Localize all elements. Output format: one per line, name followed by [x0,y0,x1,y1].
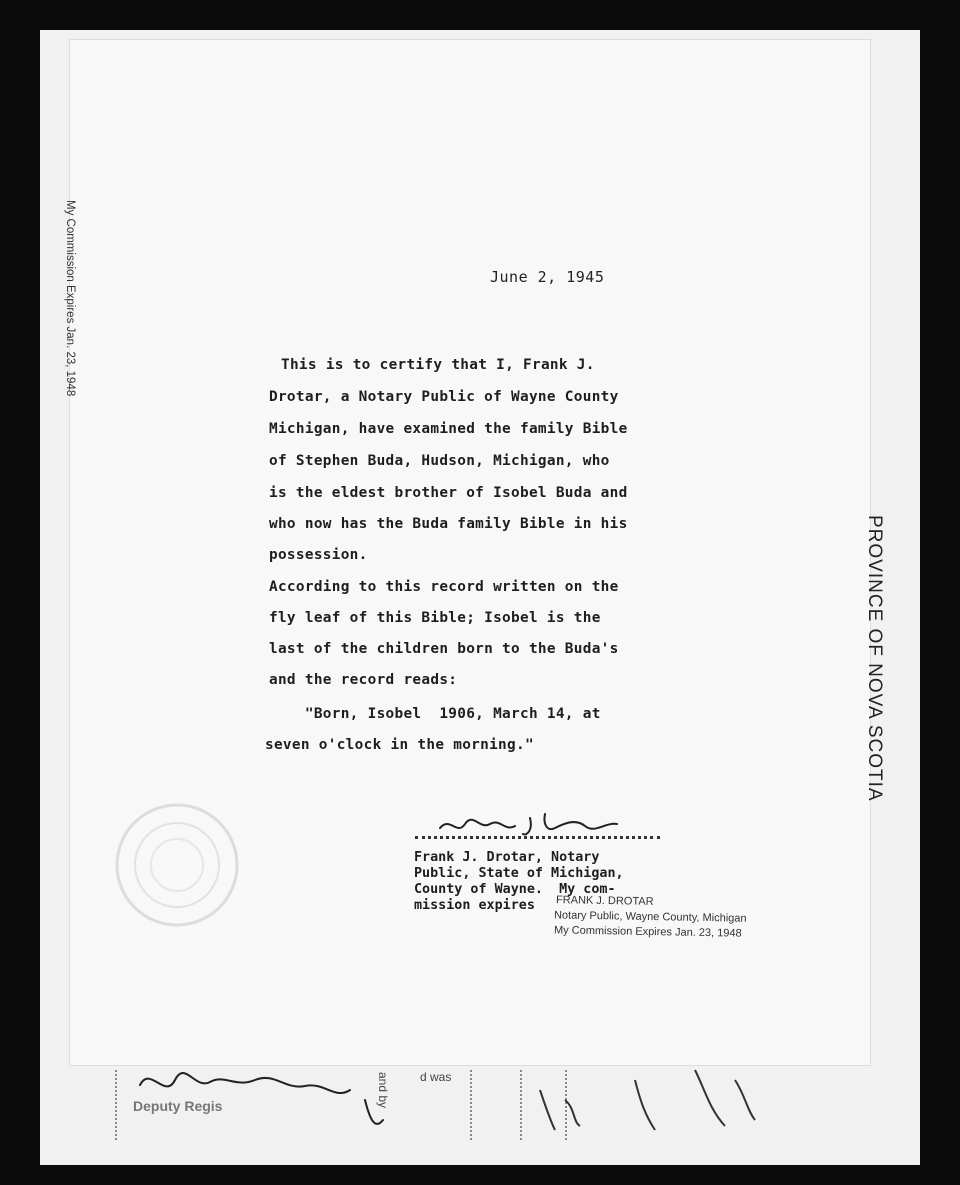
form-dotted-separator [115,1070,119,1140]
body-line: "Born, Isobel 1906, March 14, at [269,706,601,722]
notary-stamp-line: FRANK J. DROTAR [555,894,654,908]
right-margin-form-title: PROVINCE OF NOVA SCOTIA [864,515,885,802]
form-fragment-and-by: and by [376,1072,390,1109]
signature-block-line: mission expires [414,898,535,913]
body-line: is the eldest brother of Isobel Buda and [269,485,628,501]
body-line: According to this record written on the [269,579,619,595]
notary-stamp-line: Notary Public, Wayne County, Michigan [553,909,747,925]
signature-block-line: County of Wayne. My com- [414,882,616,897]
body-line: Michigan, have examined the family Bible [269,421,628,437]
body-line: Drotar, a Notary Public of Wayne County [269,389,619,405]
deputy-registrar-label: Deputy Regis [133,1098,223,1114]
letter-date: June 2, 1945 [490,268,605,286]
body-line: who now has the Buda family Bible in his [269,516,628,532]
notary-embossed-seal [112,800,242,930]
body-line: of Stephen Buda, Hudson, Michigan, who [269,453,610,469]
left-margin-stamp: My Commission Expires Jan. 23, 1948 [64,200,76,397]
body-line: This is to certify that I, Frank J. [281,357,595,373]
signature-block-line: Public, State of Michigan, [414,866,624,881]
body-line: possession. [269,547,368,563]
form-fragment-d-was: d was [420,1070,452,1084]
bottom-handwriting [135,1060,775,1140]
signature-block-line: Frank J. Drotar, Notary [414,850,600,865]
body-line: and the record reads: [269,672,458,688]
body-line: fly leaf of this Bible; Isobel is the [269,610,601,626]
body-line: seven o'clock in the morning." [265,737,534,753]
signature-dotted-line [415,836,660,839]
body-line: last of the children born to the Buda's [269,641,619,657]
notary-stamp-line: My Commission Expires Jan. 23, 1948 [553,924,742,940]
